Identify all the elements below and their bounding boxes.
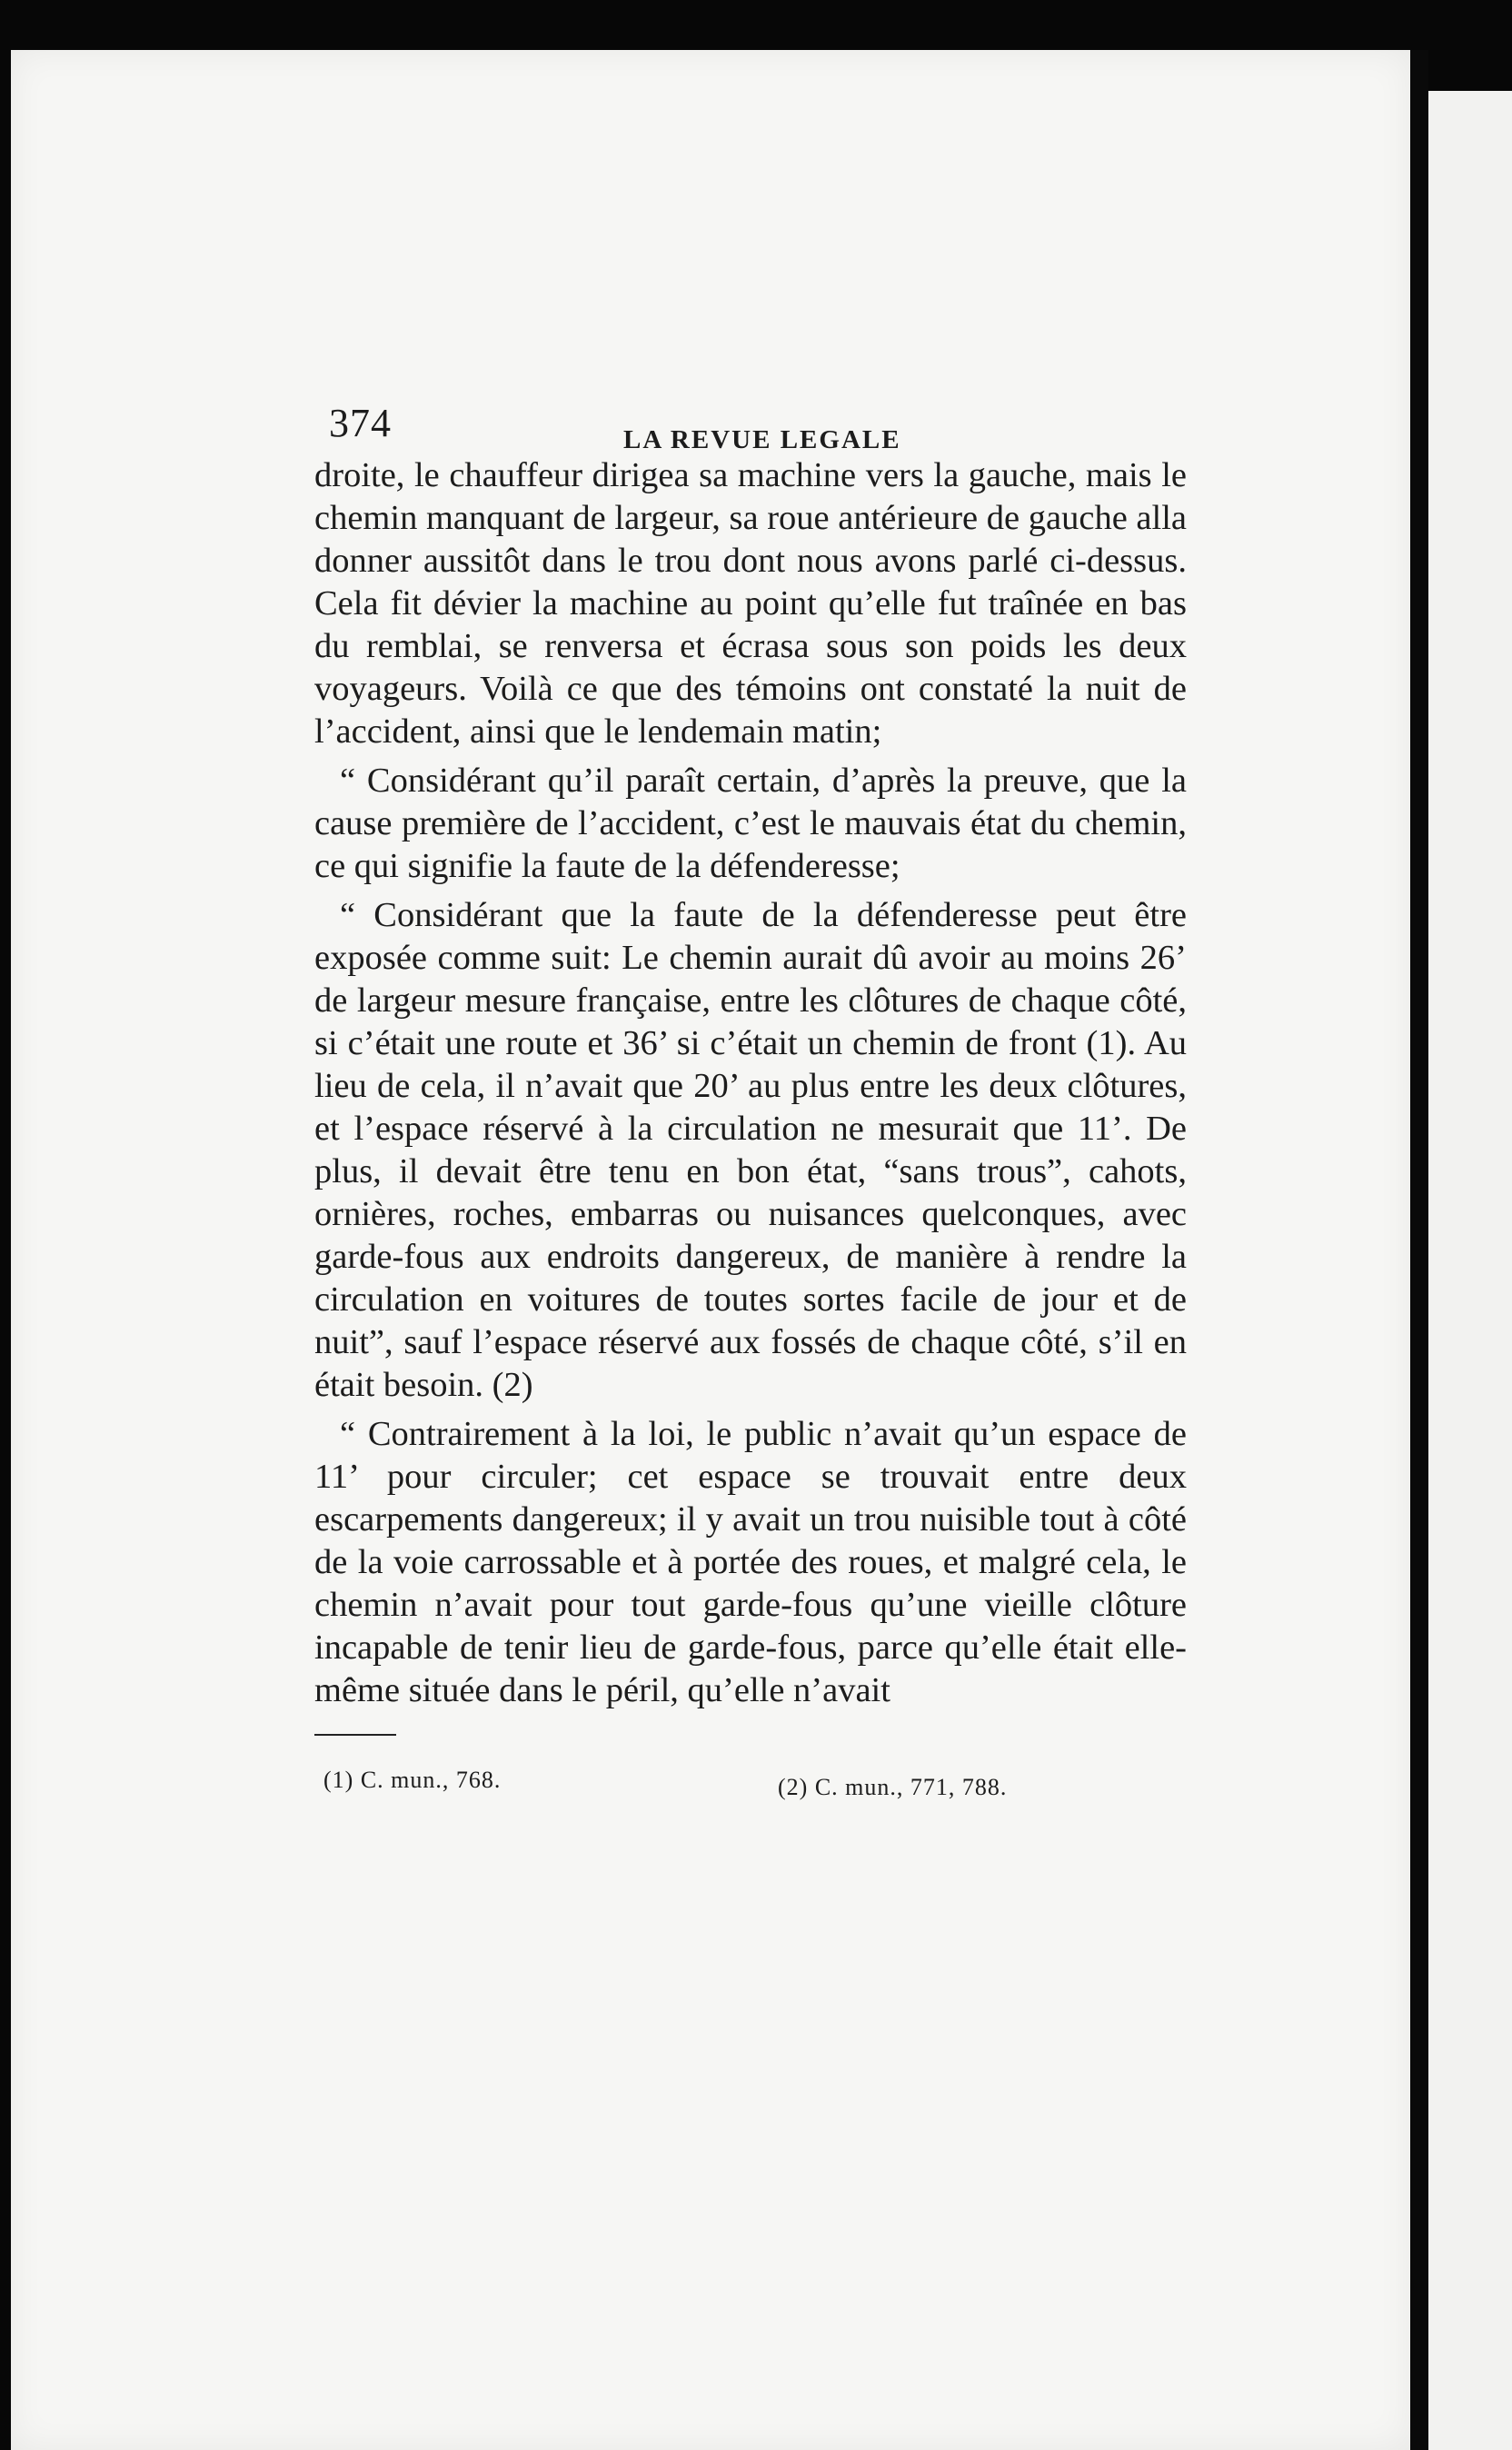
text-column bbox=[314, 400, 1187, 1812]
footnote-rule bbox=[314, 1734, 396, 1736]
next-page-edge bbox=[1428, 91, 1512, 2450]
running-title: LA REVUE LEGALE bbox=[623, 425, 901, 454]
paragraph-3: “ Considérant que la faute de la défenderesse peut être exposée comme suit: Le chemin aurait dû avoir au moins 26’ de largeur mesure française, entre les clôtures de chaque côté, si c’était une route et 36’ si c’était un chemin de front (1). Au lieu de cela, il n’avait que 20’ au plus entre les deux clôtures, et l’espace réservé à la circulation ne mesurait que 11’. De plus, il devait être tenu en bon état, “sans trous”, cahots, ornières, roches, embarras ou nuisances quelconques, avec garde-fous aux endroits dangereux, de manière à rendre la circulation en voitures de toutes sortes facile de jour et de nuit”, sauf l’espace réservé aux fossés de chaque côté, s’il en était besoin. (2) bbox=[314, 896, 1187, 1404]
page-number: 374 bbox=[329, 401, 392, 445]
page-gutter bbox=[1410, 50, 1428, 2450]
body-text bbox=[314, 454, 1187, 1712]
paragraph-1: droite, le chauffeur dirigea sa machine vers la gauche, mais le chemin manquant de largeur, sa roue antérieure de gauche alla donner aussitôt dans le trou dont nous avons parlé ci-dessus. Cela fit dévier la machine au point qu’elle fut traînée en bas du remblai, se renversa et écrasa sous son poids les deux voyageurs. Voilà ce que des témoins ont constaté la nuit de l’accident, ainsi que le lendemain matin; bbox=[314, 456, 1187, 751]
paragraph-4: “ Contrairement à la loi, le public n’avait qu’un espace de 11’ pour circuler; cet espace se trouvait entre deux escarpements dangereux; il y avait un trou nuisible tout à côté de la voie carrossable et à portée des roues, et malgré cela, le chemin n’avait pour tout garde-fous qu’une vieille clôture incapable de tenir lieu de garde-fous, parce qu’elle était elle-même située dans le péril, qu’elle n’avait bbox=[314, 1415, 1187, 1709]
paragraph-2: “ Considérant qu’il paraît certain, d’après la preuve, que la cause première de l’accident, c’est le mauvais état du chemin, ce qui signifie la faute de la défenderesse; bbox=[314, 762, 1187, 885]
footnotes bbox=[314, 1767, 1187, 1812]
page-header bbox=[314, 400, 1187, 454]
footnote-2: (2) C. mun., 771, 788. bbox=[778, 1774, 1008, 1800]
footnote-1: (1) C. mun., 768. bbox=[323, 1767, 502, 1793]
